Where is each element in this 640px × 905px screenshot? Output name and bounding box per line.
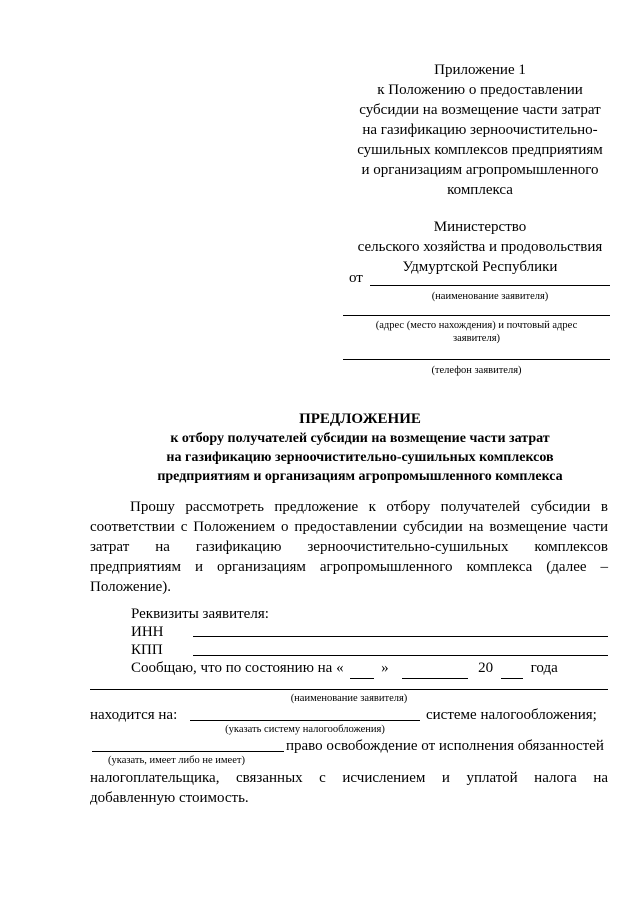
paragraph-line: предприятиям и организациям агропромышленного комплекса (далее –: [90, 559, 608, 575]
exemption-hint: (указать, имеет либо не имеет): [108, 755, 245, 766]
from-label: от: [349, 270, 363, 286]
tax-system-field[interactable]: [190, 720, 420, 721]
phone-line[interactable]: [343, 359, 610, 360]
appendix-block: [330, 60, 630, 200]
requisites-label: Реквизиты заявителя:: [131, 606, 269, 622]
address-hint-line: (адрес (место нахождения) и почтовый адрес: [375, 320, 578, 331]
kpp-field-line[interactable]: [193, 655, 608, 656]
document-subtitle: [40, 429, 640, 486]
appendix-line: комплекса: [447, 182, 513, 198]
kpp-label: КПП: [131, 642, 163, 658]
addressee-line: Министерство: [433, 219, 527, 235]
tax-system-hint: (указать систему налогообложения): [225, 724, 385, 735]
applicant-name-hint-2: (наименование заявителя): [290, 693, 408, 704]
address-hint-line: заявителя): [452, 333, 501, 344]
paragraph-line: соответствии с Положением о предоставлении субсидии на возмещение части: [90, 519, 608, 535]
report-month-field[interactable]: [402, 658, 468, 679]
located-on-label: находится на:: [90, 707, 178, 723]
appendix-line: субсидии на возмещение части затрат: [359, 102, 601, 118]
appendix-line: на газификацию зерноочистительно-: [362, 122, 598, 138]
request-paragraph: [90, 497, 608, 597]
report-date-line: [131, 658, 558, 679]
addressee-line: сельского хозяйства и продовольствия: [357, 239, 603, 255]
phone-hint: (телефон заявителя): [431, 365, 522, 376]
tax-system-suffix: системе налогообложения;: [426, 707, 597, 723]
applicant-name-line-2[interactable]: [90, 689, 608, 690]
paragraph-line: Положение).: [90, 579, 172, 595]
report-year-prefix: 20: [478, 660, 494, 676]
addressee-block: [330, 217, 630, 277]
report-suffix: года: [530, 660, 558, 676]
appendix-line: к Положению о предоставлении: [377, 82, 583, 98]
report-day-field[interactable]: [350, 658, 374, 679]
address-hint: [343, 319, 610, 345]
exemption-field[interactable]: [92, 751, 284, 752]
subtitle-line: к отбору получателей субсидии на возмещение части затрат: [170, 431, 550, 446]
appendix-line: Приложение 1: [434, 62, 526, 78]
subtitle-line: на газификацию зерноочистительно-сушильных комплексов: [166, 450, 554, 465]
applicant-name-hint: (наименование заявителя): [431, 291, 549, 302]
inn-label: ИНН: [131, 624, 164, 640]
paragraph-line: затрат на газификацию зерноочистительно-сушильных комплексов: [90, 539, 608, 555]
subtitle-line: предприятиям и организациям агропромышленного комплекса: [157, 469, 563, 484]
paragraph-line: Прошу рассмотреть предложение к отбору получателей субсидии в: [130, 499, 608, 515]
document-title: ПРЕДЛОЖЕНИЕ: [299, 411, 421, 427]
final-line: налогоплательщика, связанных с исчислением и уплатой налога на: [90, 770, 608, 786]
final-line: добавленную стоимость.: [90, 790, 249, 806]
address-line[interactable]: [343, 315, 610, 316]
addressee-line: Удмуртской Республики: [402, 259, 558, 275]
report-prefix: Сообщаю, что по состоянию на «: [131, 660, 344, 676]
inn-field-line[interactable]: [193, 636, 608, 637]
report-year-field[interactable]: [501, 658, 523, 679]
applicant-name-line[interactable]: [370, 285, 610, 286]
final-paragraph: [90, 768, 608, 808]
appendix-line: и организациям агропромышленного: [361, 162, 599, 178]
exemption-text: право освобождение от исполнения обязанностей: [286, 738, 604, 754]
appendix-line: сушильных комплексов предприятиям: [357, 142, 603, 158]
report-quote-close: »: [381, 660, 389, 676]
